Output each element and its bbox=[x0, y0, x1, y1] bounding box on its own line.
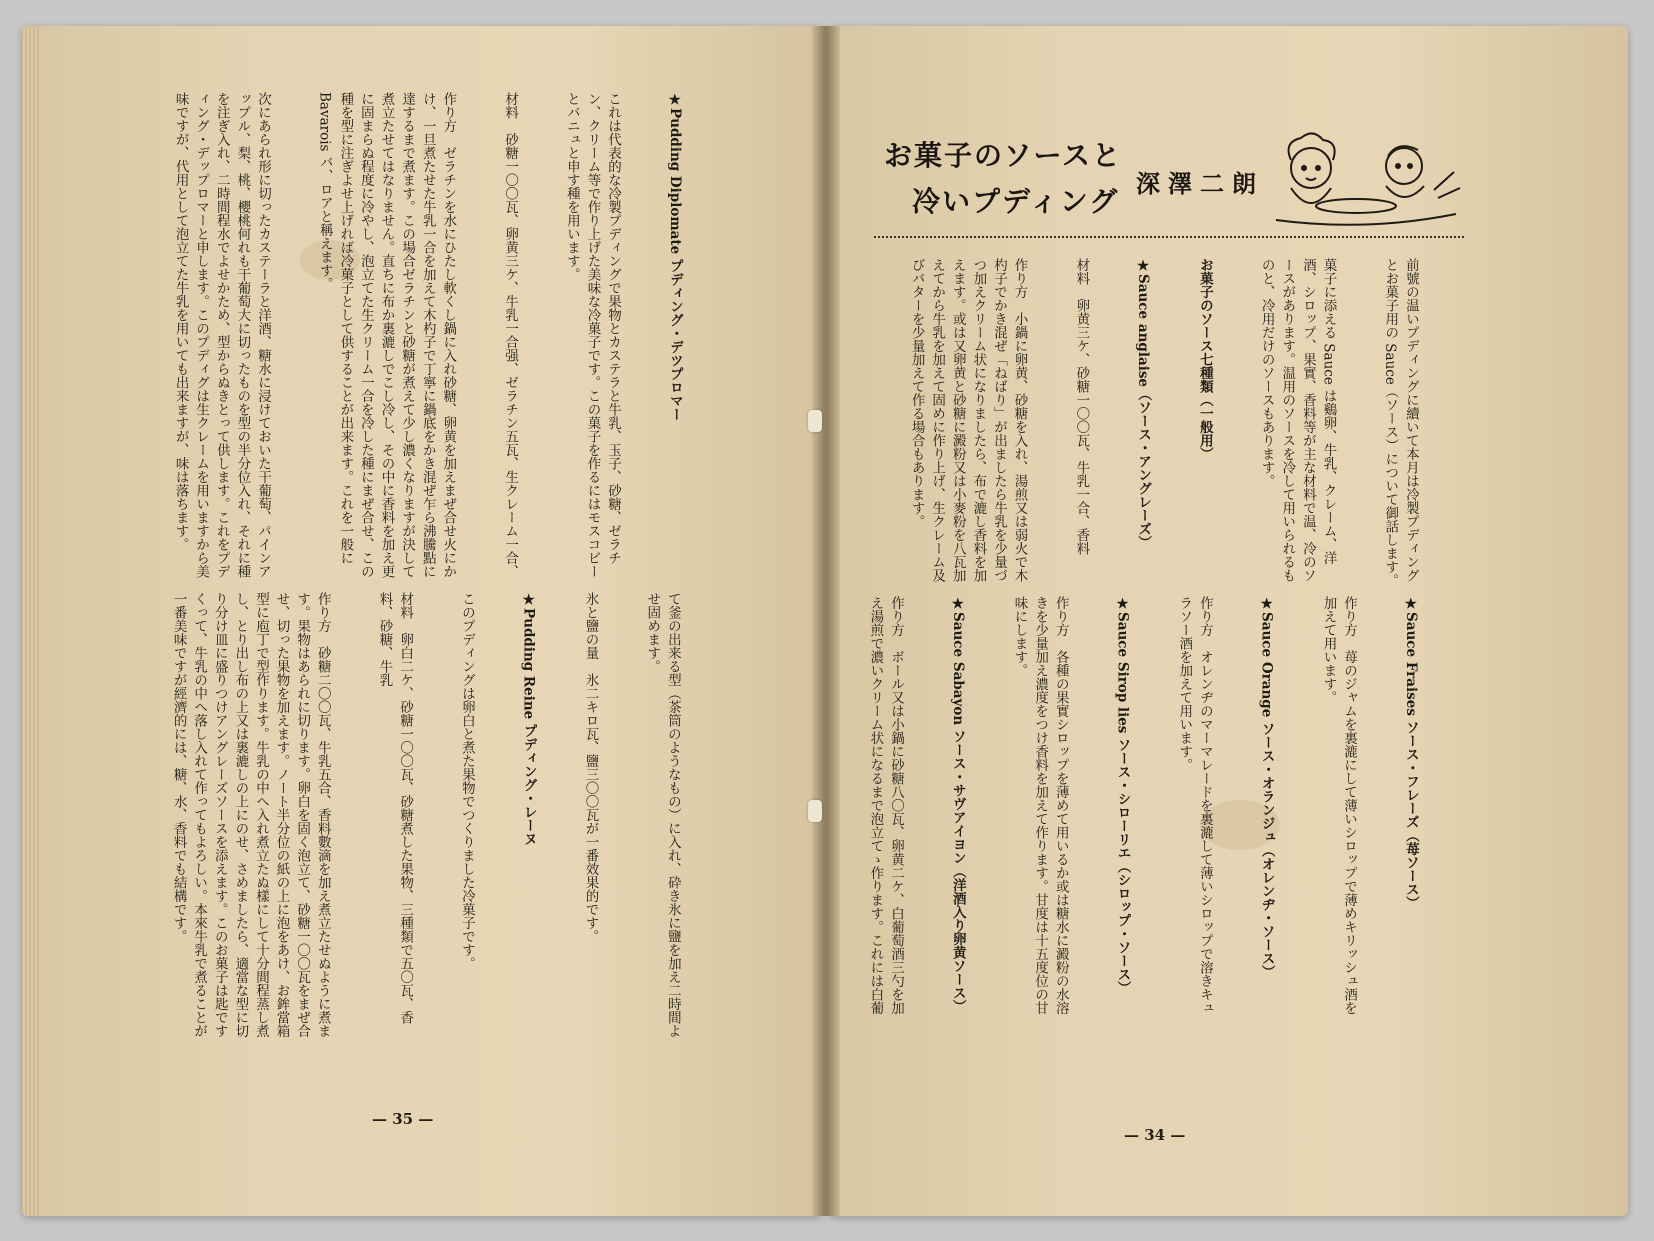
paragraph: て釜の出来る型（茶筒のようなもの）に入れ、砕き氷に鹽を加え二時間よせ固めます。 bbox=[644, 592, 681, 1038]
paragraph: 材料 卵白二ケ、砂糖一〇〇瓦、砂糖煮した果物、三種類で五〇瓦、香料、砂糖、牛乳 bbox=[376, 592, 414, 1024]
page-number-left: — 35 — bbox=[372, 1110, 434, 1128]
recipe-heading: ★Sauce Orange ソース・オランジュ（オレンヂ・ソース） bbox=[1258, 596, 1275, 979]
paragraph: 作り方 各種の果實シロップを薄めて用いるか或は糖水に澱粉の水溶きを少量加え濃度をつけ香料を加えて作ります。甘度は十五度位の甘味にします。 bbox=[1011, 596, 1069, 1015]
paragraph: 次にあられ形に切ったカステーラと洋酒、糖水に浸けておいた干葡萄、パインアップル、梨、桃、櫻桃何れも干葡萄大に切ったものを型の半分位入れ、それに種を注ぎ入れ、二時間程水でよせかため、型からぬきとって供します。これをプディング・デップロマーと申します。このプディグは生クレームを用いますから美味ですが、代用として泡立てた牛乳を用いても出来ますが、味は落ちます。 bbox=[172, 92, 271, 578]
page-number-right: — 34 — bbox=[1124, 1126, 1186, 1144]
paragraph: 材料 砂糖一〇〇瓦、卵黄三ケ、牛乳一合强、ゼラチン五瓦、生クレーム一合、 bbox=[502, 92, 519, 578]
title-divider bbox=[874, 236, 1464, 238]
recipe-heading: ★Pudding Diplomate プディング・デツプロマー bbox=[666, 92, 683, 421]
recipe-heading: ★Sauce Sirop lies ソース・シローリエ（シロップ・ソース） bbox=[1114, 596, 1131, 995]
paragraph: これは代表的な冷製プディングで果物とカステラと牛乳、玉子、砂糖、ゼラチン、クリーム等で作り上げた美味な冷菓子です。この菓子を作るにはモスコビーとバニュと申す種を用います。 bbox=[563, 92, 622, 578]
section-heading: お菓子のソース七種類（一般用） bbox=[1196, 258, 1213, 461]
left-page-upper-column bbox=[130, 92, 726, 582]
children-eating-illustration-icon bbox=[1256, 128, 1466, 238]
paragraph: 氷と鹽の量 氷二キロ瓦、鹽三〇〇瓦が一番效果的です。 bbox=[582, 592, 599, 943]
paragraph: 作り方 苺のジャムを裏漉にして薄いシロップで薄めキリッシュ酒を加えて用います。 bbox=[1320, 596, 1358, 1015]
paragraph: 作り方 ゼラチンを水にひたし軟くし鍋に入れ砂糖、卵黄を加えまぜ合せ火にかけ、一旦煮たせた牛乳一合を加えて木杓子で丁寧に鍋底をかき混ぜ乍ら沸騰點に達するまで煮ます。この場合ゼラチンと砂糖が煮えて少し濃くなりますが決して煮立たせてはなりません。直ちに布か裏漉しでこし冷し、その中に香料を加え更に固まらぬ程度に冷やし、泡立てた生クリーム一合を冷した種にまぜ合せ、この種を型に注ぎよせ上げれば冷菓子として供することが出来ます。これを一般に Bavarois バ、ロアと稱えます。 bbox=[316, 92, 457, 578]
recipe-heading: ★Sauce Sabayon ソース・サヴアイヨン（洋酒入り卵黄ソース） bbox=[949, 596, 966, 1014]
left-page-lower-column bbox=[128, 592, 724, 1042]
article-author: 深澤二朗 bbox=[1136, 169, 1264, 198]
paragraph: このプディングは卵白と煮た果物でつくりました冷菓子です。 bbox=[458, 592, 475, 970]
paragraph: 材料 卵黄三ケ、砂糖一〇〇瓦、牛乳一合、香料 bbox=[1073, 258, 1090, 555]
paragraph: 菓子に添える Sauce は鷄卵、牛乳、クレーム、洋酒、シロップ、果實、香料等が主な材料で温、冷のソースがあります。温用のソースを冷して用いられるものと、冷用だけのソースもあります。 bbox=[1258, 258, 1337, 582]
binding-stitch bbox=[808, 410, 822, 432]
article-title-line1: お菓子のソースと bbox=[884, 139, 1123, 172]
paragraph: 作り方 ボール又は小鍋に砂糖八〇瓦、卵黄二ケ、白葡萄酒三勺を加え湯煎で濃いクリーム状になるまで泡立てゝ作ります。これには白葡 bbox=[867, 596, 904, 1015]
recipe-heading: ★Pudding Reine プディング・レーヌ bbox=[520, 592, 537, 846]
recipe-heading: ★Sauce Fraises ソース・フレーズ（苺ソース） bbox=[1402, 596, 1419, 910]
paragraph: 作り方 オレンヂのマーマレードを裏漉して薄いシロップで溶きキュラソー酒を加えて用います。 bbox=[1176, 596, 1213, 1015]
recipe-heading: ★Sauce anglaise（ソース・アングレーズ） bbox=[1135, 258, 1152, 550]
right-page-upper-column bbox=[866, 258, 1462, 588]
binding-stitch bbox=[808, 800, 822, 822]
right-page-lower-column bbox=[866, 596, 1462, 1026]
paragraph: 作り方 砂糖二〇〇瓦、牛乳五合、香料數滴を加え煮立たせぬように煮ます。果物はあられに切ります。卵白を固く泡立て、砂糖一〇〇瓦をまぜ合せ、切った果物を加えます。ノート半分位の紙の上に泡をあけ、お鉾當箱型に庖丁で型作ります。牛乳の中へ入れ煮立たぬ樣にして十分間程蒸し煮し、とり出し布の上又は裏漉しの上にのせ、さめましたら、適當な型に切り分け皿に盛りつけアングレーズソースを添えます。このお菓子は匙ですくって、牛乳の中へ落し入れて作ってもよろしい。本來牛乳で煮ることが一番美味ですが經濟的には、糖、水、香料でも結構です。 bbox=[170, 592, 331, 1038]
book-gutter bbox=[812, 26, 840, 1216]
paragraph: 前號の温いプディングに續いて本月は冷製プディングとお菓子用の Sauce（ソース）について御話します。 bbox=[1382, 258, 1419, 588]
paragraph: 作り方 小鍋に卵黄、砂糖を入れ、湯煎又は弱火で木杓子でかき混ぜ「ねばり」が出ましたら牛乳を少量づつ加えクリーム状になりましたら、布で漉し香料を加えます。或は又卵黄と砂糖に澱粉又は小麥粉を八瓦加えてから牛乳を加えて固めに作り上げ、生クレーム及びバターを少量加えて作る場合もあります。 bbox=[908, 258, 1028, 582]
article-title-line2: 冷いプディング bbox=[912, 185, 1120, 218]
article-title-block bbox=[866, 108, 1466, 238]
